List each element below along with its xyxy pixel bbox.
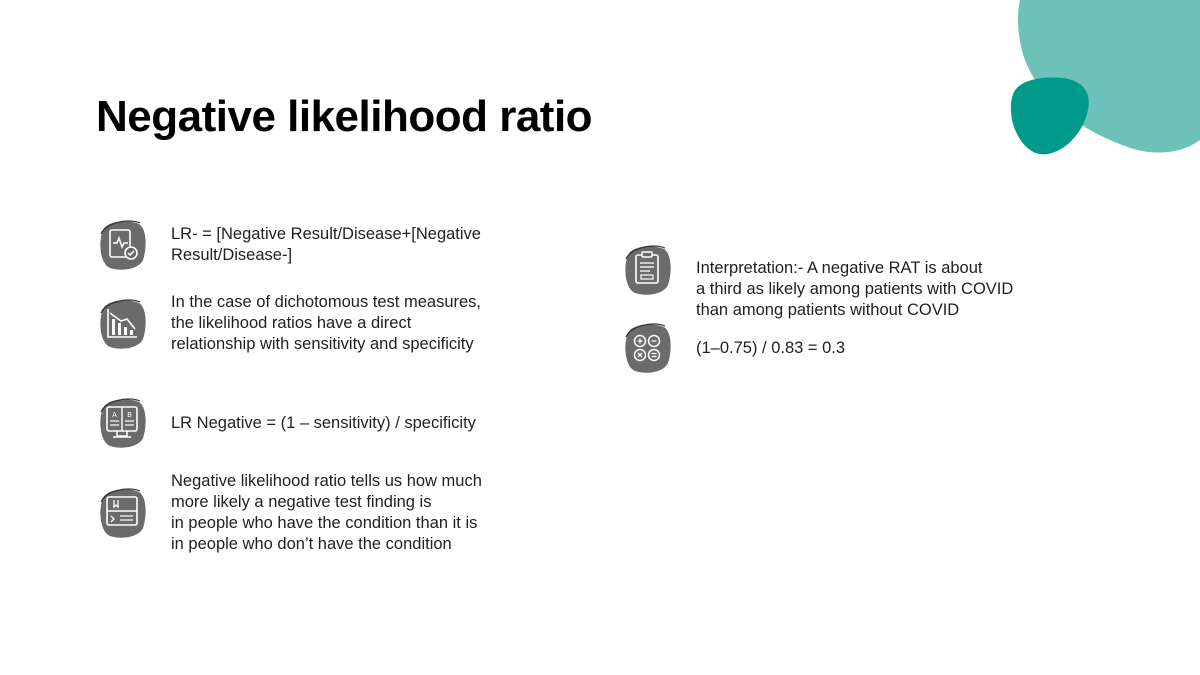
item-text: In the case of dichotomous test measures, the likelihood ratios have a direct relationship with sensitivity and specificity — [171, 293, 481, 353]
ab-test-monitor-icon — [97, 396, 147, 450]
calculator-icon — [622, 321, 672, 375]
test-document-icon — [97, 486, 147, 540]
clipboard-icon — [622, 243, 672, 297]
svg-text:B: B — [127, 411, 132, 419]
item-text: Interpretation:- A negative RAT is about a third as likely among patients with COVID than among patients without COVID — [696, 259, 1014, 319]
list-item-dichotomous — [97, 292, 481, 355]
dark-teal-blob — [1011, 78, 1089, 155]
list-item-calculation — [622, 321, 845, 375]
list-item-interpretation — [622, 218, 1013, 321]
page-title: Negative likelihood ratio — [96, 92, 593, 141]
decorative-blobs — [1000, 0, 1200, 160]
svg-text:A: A — [112, 411, 117, 419]
list-item-lr-formula — [97, 218, 481, 272]
item-text: (1–0.75) / 0.83 = 0.3 — [696, 338, 846, 357]
item-text: LR- = [Negative Result/Disease+[Negative Result/Disease-] — [171, 225, 481, 264]
list-item-explanation — [97, 471, 482, 555]
item-text: Negative likelihood ratio tells us how much more likely a negative test finding is in people who have the condition than it is in people who don’t have the condition — [171, 472, 482, 553]
heart-report-icon — [97, 218, 147, 272]
item-text: LR Negative = (1 – sensitivity) / specificity — [171, 413, 476, 432]
list-item-lr-negative-formula — [97, 396, 476, 450]
declining-chart-icon — [97, 297, 147, 351]
